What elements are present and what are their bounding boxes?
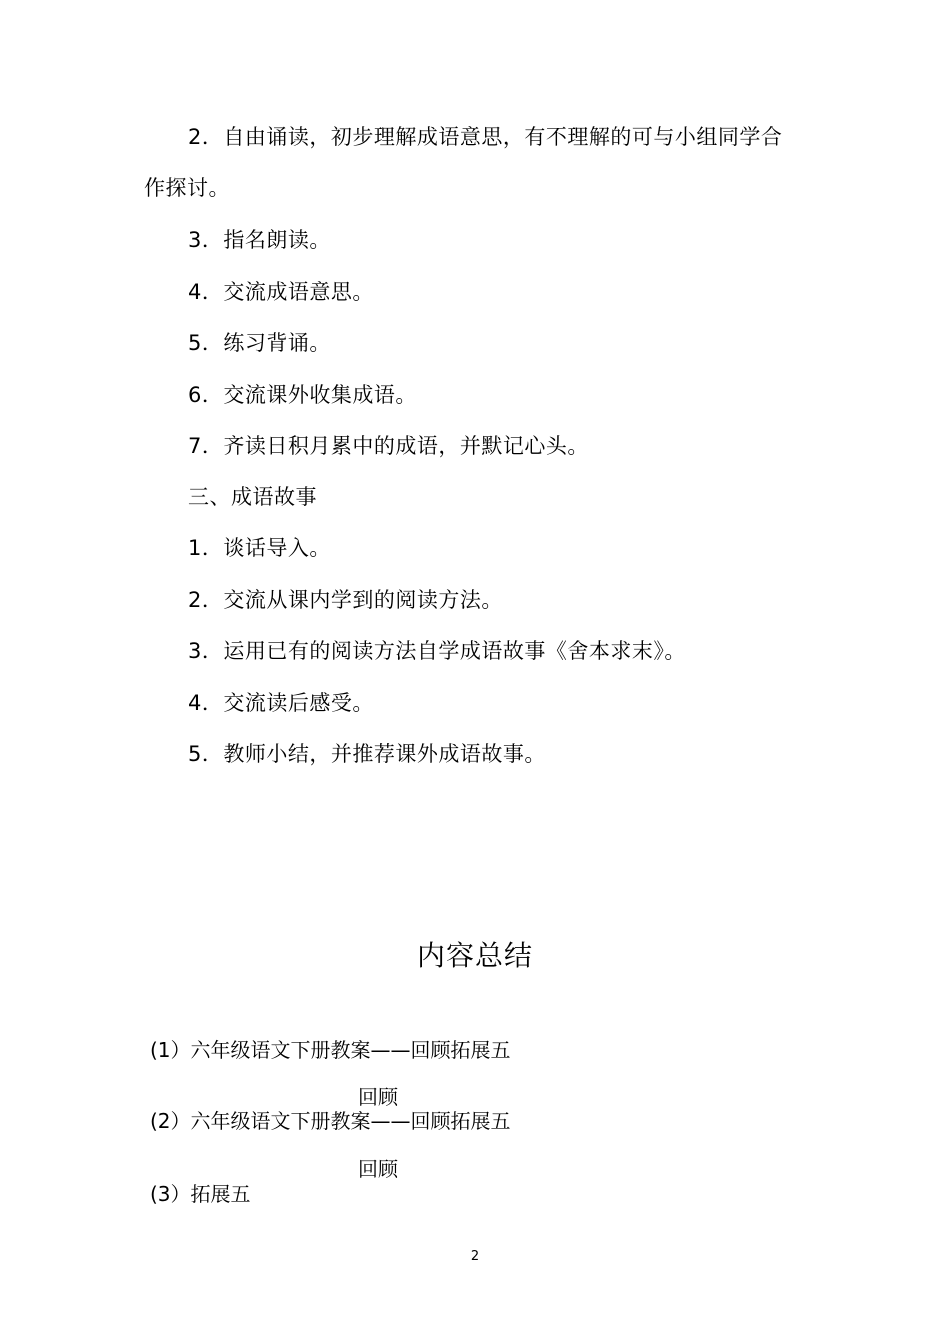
body-line-5: 5．练习背诵。 (188, 331, 331, 355)
body-line-11: 3．运用已有的阅读方法自学成语故事《舍本求末》。 (188, 639, 686, 663)
body-line-12: 4．交流读后感受。 (188, 691, 374, 715)
body-line-3: 3．指名朗读。 (188, 228, 331, 252)
summary-item-2-sub: 回顾 (358, 1157, 398, 1181)
body-line-10: 2．交流从课内学到的阅读方法。 (188, 588, 503, 612)
body-line-6: 6．交流课外收集成语。 (188, 383, 417, 407)
body-line-2: 作探讨。 (144, 176, 230, 200)
summary-item-1: (1）六年级语文下册教案——回顾拓展五 (150, 1038, 511, 1062)
summary-item-1-sub: 回顾 (358, 1085, 398, 1109)
summary-title: 内容总结 (416, 939, 533, 972)
body-line-4: 4．交流成语意思。 (188, 280, 374, 304)
page-number: 2 (470, 1249, 480, 1264)
body-line-13: 5．教师小结，并推荐课外成语故事。 (188, 742, 546, 766)
body-line-9: 1．谈话导入。 (188, 536, 331, 560)
summary-item-2: (2）六年级语文下册教案——回顾拓展五 (150, 1109, 511, 1133)
summary-item-3: (3）拓展五 (150, 1182, 251, 1206)
section-heading: 三、成语故事 (188, 485, 317, 509)
body-line-1: 2．自由诵读，初步理解成语意思，有不理解的可与小组同学合 (188, 125, 783, 149)
body-line-7: 7．齐读日积月累中的成语，并默记心头。 (188, 434, 589, 458)
